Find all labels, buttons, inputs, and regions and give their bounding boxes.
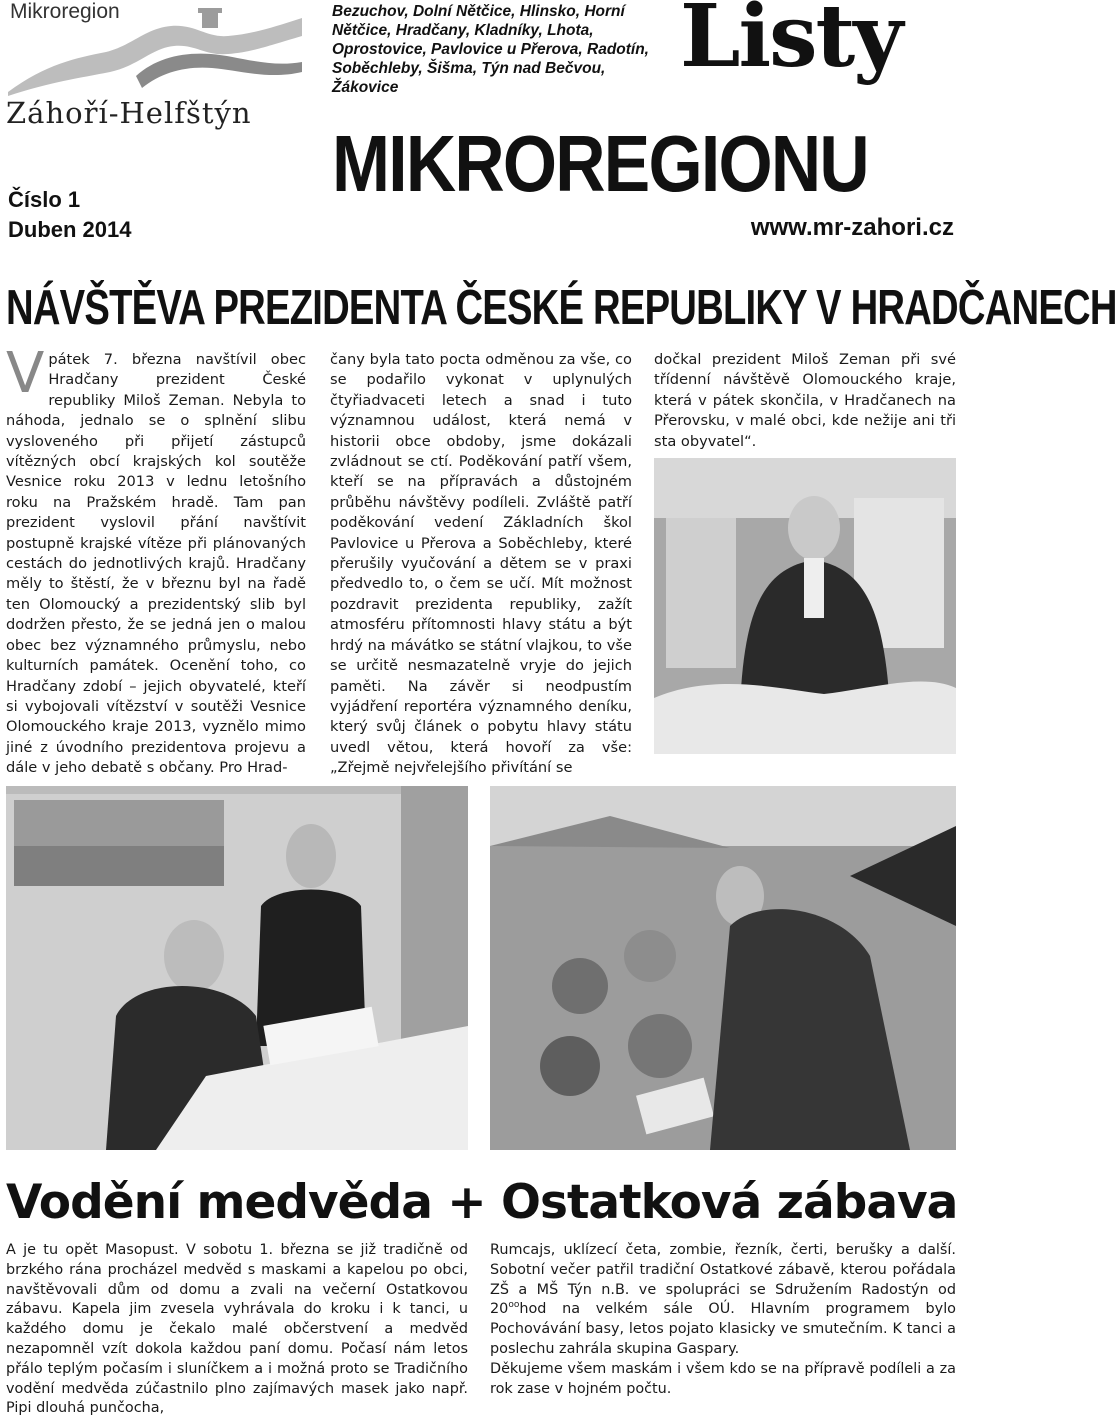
article2-text-part1: Rumcajs, uklízecí četa, zombie, řezník, čerti, berušky a další. Sobotní večer patřil tradiční Ostatkové zábavě, kterou pořádala ZŠ a MŠ Týn n.B. ve spolupráci se Sdružením Radostýn od 20 (490, 1242, 956, 1318)
logo-text-zahori-helfstyn: Záhoří-Helfštýn (6, 96, 252, 130)
masthead-mikroregionu: MIKROREGIONU (332, 119, 868, 208)
photo-president-speaking-image (654, 458, 956, 754)
article2-column-2 (490, 1241, 956, 1399)
article2-headline: Vodění medvěda + Ostatková zábava (6, 1175, 958, 1230)
article-text: pátek 7. března navštívil obec Hradčany prezident České republiky Miloš Zeman. Nebyla to náhoda, jednalo se o splnění slibu vysloveného při přijetí zástupců vítězných obcí krajských kol soutěže Vesnice roku 2013 v lednu letošního roku na Pražském hradě. Tam pan prezident vyslovil přání navštívit postupně krajské vítěze při plánovaných cestách do jednotlivých krajů. Hradčany měly to štěstí, že v březnu byl na řadě ten Olomoucký a prezidentský slib byl dodržen přesto, že se jedná jen o malou obec bez významného průmyslu, nebo kulturních památek. Ocenění toho, co Hradčany zdobí – jejich obyvatelé, kteří si vybojovali vítězství v soutěži Vesnice Olomouckého kraje 2013, vyznělo mimo jiné z úvodního prezidentova projevu a dále v jeho debatě s občany. Pro Hrad- (6, 351, 306, 777)
photo-president-greeting-children-image (490, 786, 956, 1150)
article2-text-part2: hod na velkém sále OÚ. Hlavním programem bylo Pochovávání basy, letos pojato klasicky ve smutečním. K tanci a poslechu zahrála skupina Gaspary. (490, 1301, 956, 1357)
village-list: Bezuchov, Dolní Nětčice, Hlinsko, Horní Nětčice, Hradčany, Kladníky, Lhota, Oprostovice, Pavlovice u Přerova, Radotín, Soběchleby, Šišma, Týn nad Bečvou, Žákovice (332, 3, 649, 96)
masthead-listy: Listy (680, 0, 902, 87)
article-column-3: dočkal prezident Miloš Zeman při své třídenní návštěvě Olomouckého kraje, která v pátek skončila, v Hradčanech na Přerovsku, v malé obci, kde nežije ani tři sta obyvatel“. (654, 351, 956, 450)
article-column-1 (6, 341, 306, 779)
photo-president-speaking (654, 458, 956, 754)
issue-number: Číslo 1 (8, 187, 81, 212)
article2-thanks: Děkujeme všem maskám i všem kdo se na přípravě podíleli a za rok zase v hojném počtu. (490, 1360, 956, 1397)
photo-president-signing-book (6, 786, 468, 1150)
issue-date: Duben 2014 (8, 217, 132, 242)
mountain-logo-icon (6, 6, 306, 98)
photo-president-signing-book-image (6, 786, 468, 1150)
article-column-2: čany byla tato pocta odměnou za vše, co se podařilo vykonat v uplynulých čtyřiadvaceti letech a snad i tuto významnou událost, která nemá v historii obce obdoby, jsme dokázali zvládnout se ctí. Poděkování patří všem, kteří se na přípravách a důstojném průběhu návštěvy podíleli. Zvláště patří poděkování vedení Základních škol Pavlovice u Přerova a Soběchleby, které přerušily vyučování a dětem se v praxi předvedlo to, o čem se učí. Mít možnost pozdravit prezidenta republiky, zažít atmosféru přítomnosti hlavy státu a být hrdý na mávátko se státní vlajkou, to vše se určitě nesmazatelně vryje do jejich paměti. Na závěr si neodpustím vyjádření reportéra významného deníku, který svůj článek o pobytu hlavy státu uvedl větou, která hovoří za vše: „Zřejmě nejvřelejšího přivítání se (330, 351, 632, 777)
article-headline: NÁVŠTĚVA PREZIDENTA ČESKÉ REPUBLIKY V HRADČANECH (6, 281, 1117, 335)
photo-president-greeting-children (490, 786, 956, 1150)
mikroregion-logo (6, 0, 306, 140)
issue-info (8, 185, 132, 245)
drop-cap: V (6, 341, 45, 406)
time-superscript: oo (508, 1300, 520, 1311)
article2-column-1: A je tu opět Masopust. V sobotu 1. března se již tradičně od brzkého rána procházel medvěd s maskami a kapelou po obci, navštěvovali dům od domu a zvali na večerní Ostatkovou zábavu. Kapela jim zvesela vyhrávala do kroku i k tanci, u každého domu je čekalo malé občerstvení a medvěd nezapomněl vzít dokola každou paní domu. Počasí nám letos přálo teplým počasím i sluníčkem a i možná proto se Tradičního vodění medvěda zúčastnilo plno zajímavých masek jako např. Pipi dlouhá punčocha, (6, 1242, 468, 1417)
logo-text-mikroregion: Mikroregion (10, 0, 120, 23)
website-link[interactable]: www.mr-zahori.cz (750, 214, 954, 241)
